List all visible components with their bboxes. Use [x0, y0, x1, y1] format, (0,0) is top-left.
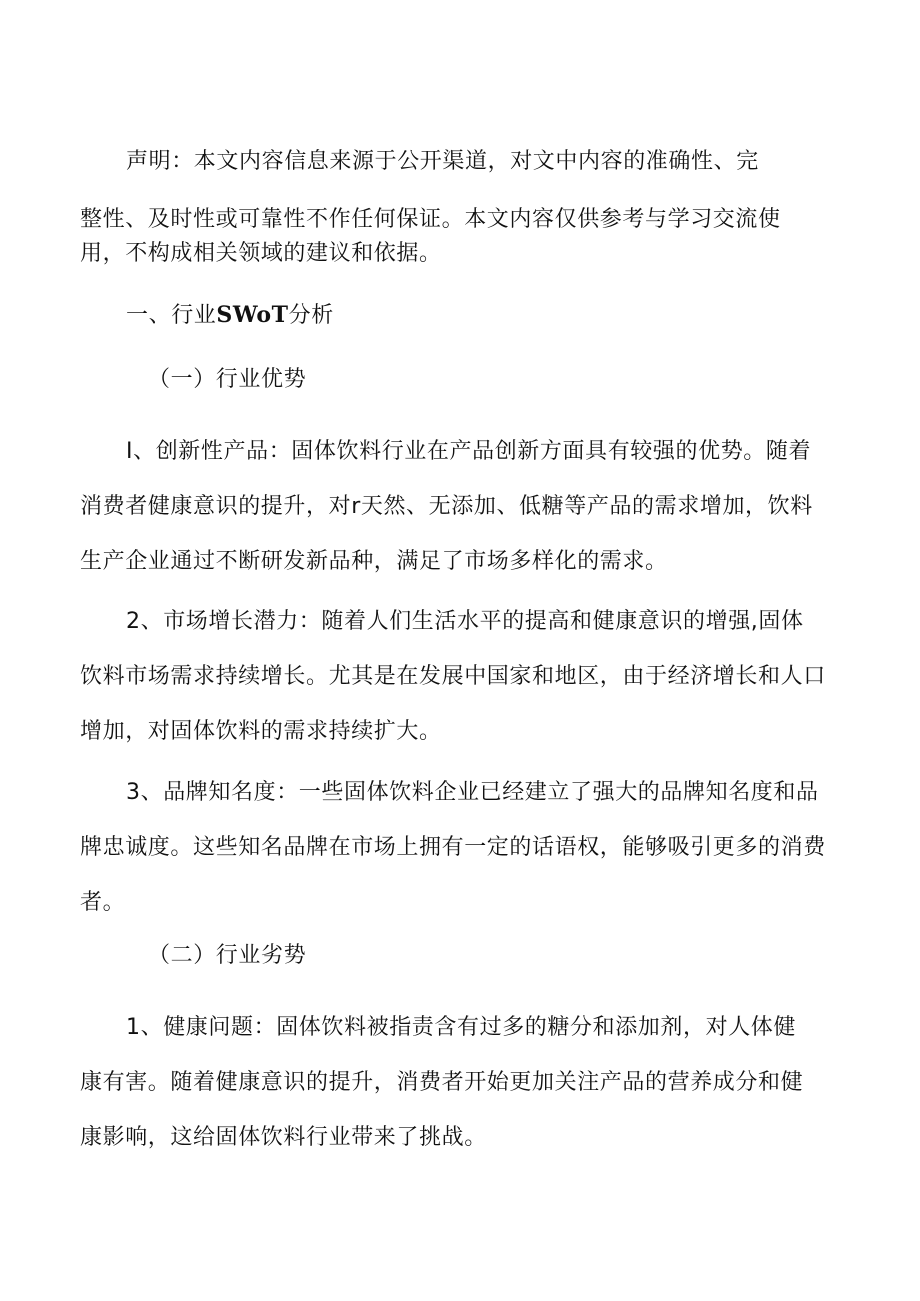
disadvantage-item-1-line-2: 康有害。随着健康意识的提升，消费者开始更加关注产品的营养成分和健 — [80, 1070, 804, 1095]
advantage-item-1-line-1: I、创新性产品：固体饮料行业在产品创新方面具有较强的优势。随着 — [126, 439, 812, 464]
advantage-item-3-line-1: 3、品牌知名度：一些固体饮料企业已经建立了强大的品牌知名度和品 — [126, 780, 819, 805]
disclaimer-line-1: 声明：本文内容信息来源于公开渠道，对文中内容的准确性、完 — [126, 149, 759, 174]
advantage-item-1-line-2: 消费者健康意识的提升，对r天然、无添加、低糖等产品的需求增加，饮料 — [80, 494, 813, 519]
disclaimer-line-2: 整性、及时性或可靠性不作任何保证。本文内容仅供参考与学习交流使 — [80, 207, 781, 232]
disclaimer-paragraph-cont — [80, 203, 840, 271]
subheading-disadvantages-text: （二）行业劣势 — [148, 943, 307, 968]
advantage-item-3 — [80, 765, 840, 930]
subheading-advantages-text: （一）行业优势 — [148, 367, 307, 392]
disadvantage-item-1-line-1: 1、健康问题：固体饮料被指责含有过多的糖分和添加剂，对人体健 — [126, 1015, 796, 1040]
advantage-item-2-line-3: 增加，对固体饮料的需求持续扩大。 — [80, 719, 442, 744]
advantage-item-2 — [80, 594, 840, 759]
section-heading-suffix: 分析 — [288, 303, 334, 328]
section-heading-swot — [80, 298, 840, 329]
subheading-advantages — [80, 362, 840, 393]
disadvantage-item-1-line-3: 康影响，这给固体饮料行业带来了挑战。 — [80, 1125, 487, 1150]
subheading-disadvantages — [80, 938, 840, 969]
advantage-item-2-line-2: 饮料市场需求持续增长。尤其是在发展中国家和地区，由于经济增长和人口 — [80, 664, 826, 689]
disadvantage-item-1 — [80, 1000, 840, 1165]
disclaimer-paragraph — [80, 144, 840, 175]
advantage-item-3-line-3: 者。 — [80, 890, 126, 915]
advantage-item-1-line-3: 生产企业通过不断研发新品种，满足了市场多样化的需求。 — [80, 549, 668, 574]
advantage-item-2-line-1: 2、市场增长潜力：随着人们生活水平的提高和健康意识的增强,固体 — [126, 609, 804, 634]
advantage-item-3-line-2: 牌忠诚度。这些知名品牌在市场上拥有一定的话语权，能够吸引更多的消费 — [80, 835, 826, 860]
section-heading-prefix: 一、行业 — [126, 303, 217, 328]
advantage-item-1 — [80, 424, 840, 589]
disclaimer-line-3: 用，不构成相关领域的建议和依据。 — [80, 241, 442, 266]
section-heading-swot-term: SWoT — [216, 302, 289, 328]
